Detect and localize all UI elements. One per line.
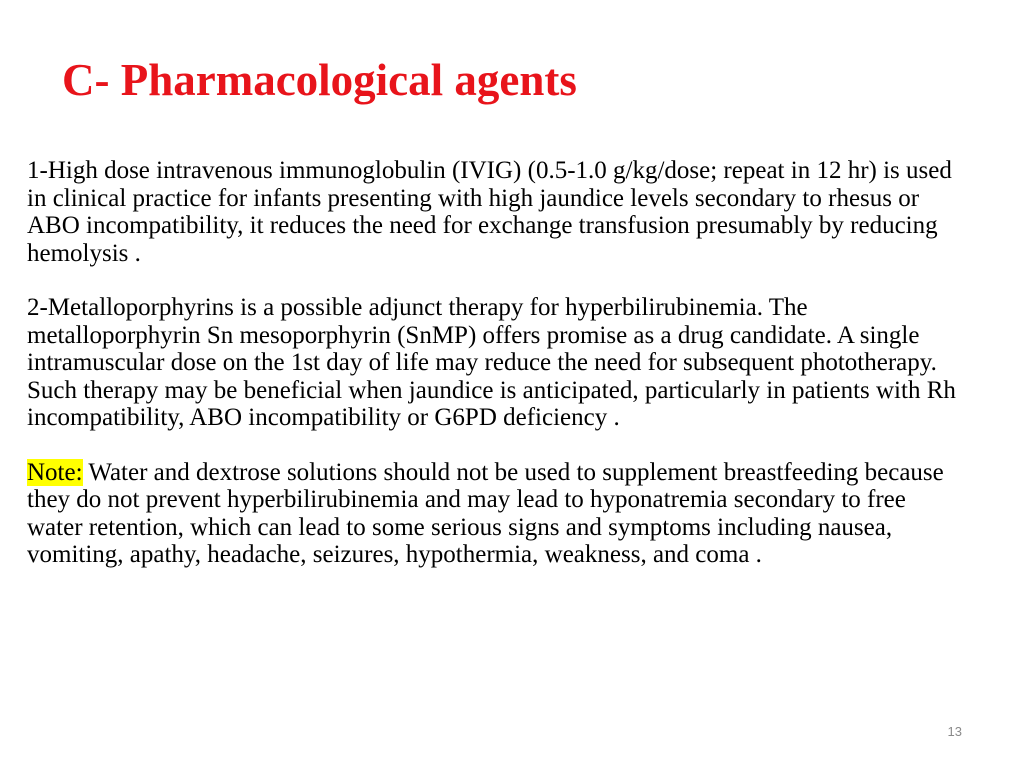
note-paragraph [27,459,962,569]
paragraph-metalloporphyrins: 2-Metalloporphyrins is a possible adjunct therapy for hyperbilirubinemia. The metalloporphyrin Sn mesoporphyrin (SnMP) offers promise as a drug candidate. A single intramuscular dose on the 1st day of life may reduce the need for subsequent phototherapy. Such therapy may be beneficial when jaundice is anticipated, particularly in patients with Rh incompatibility, ABO incompatibility or G6PD deficiency . [27,294,956,431]
note-label: Note: [27,458,83,486]
note-text: Water and dextrose solutions should not be used to supplement breastfeeding because they do not prevent hyperbilirubinemia and may lead to hyponatremia secondary to free water retention, which can lead to some serious signs and symptoms including nausea, vomiting, apathy, headache, seizures, hypothermia, weakness, and coma . [27,458,944,568]
paragraph-ivig: 1-High dose intravenous immunoglobulin (IVIG) (0.5-1.0 g/kg/dose; repeat in 12 hr) is used in clinical practice for infants presenting with high jaundice levels secondary to rhesus or ABO incompatibility, it reduces the need for exchange transfusion presumably by reducing hemolysis . [27,157,952,267]
slide-body [27,157,962,596]
page-number: 13 [947,724,962,739]
slide-title: C- Pharmacological agents [62,55,577,105]
